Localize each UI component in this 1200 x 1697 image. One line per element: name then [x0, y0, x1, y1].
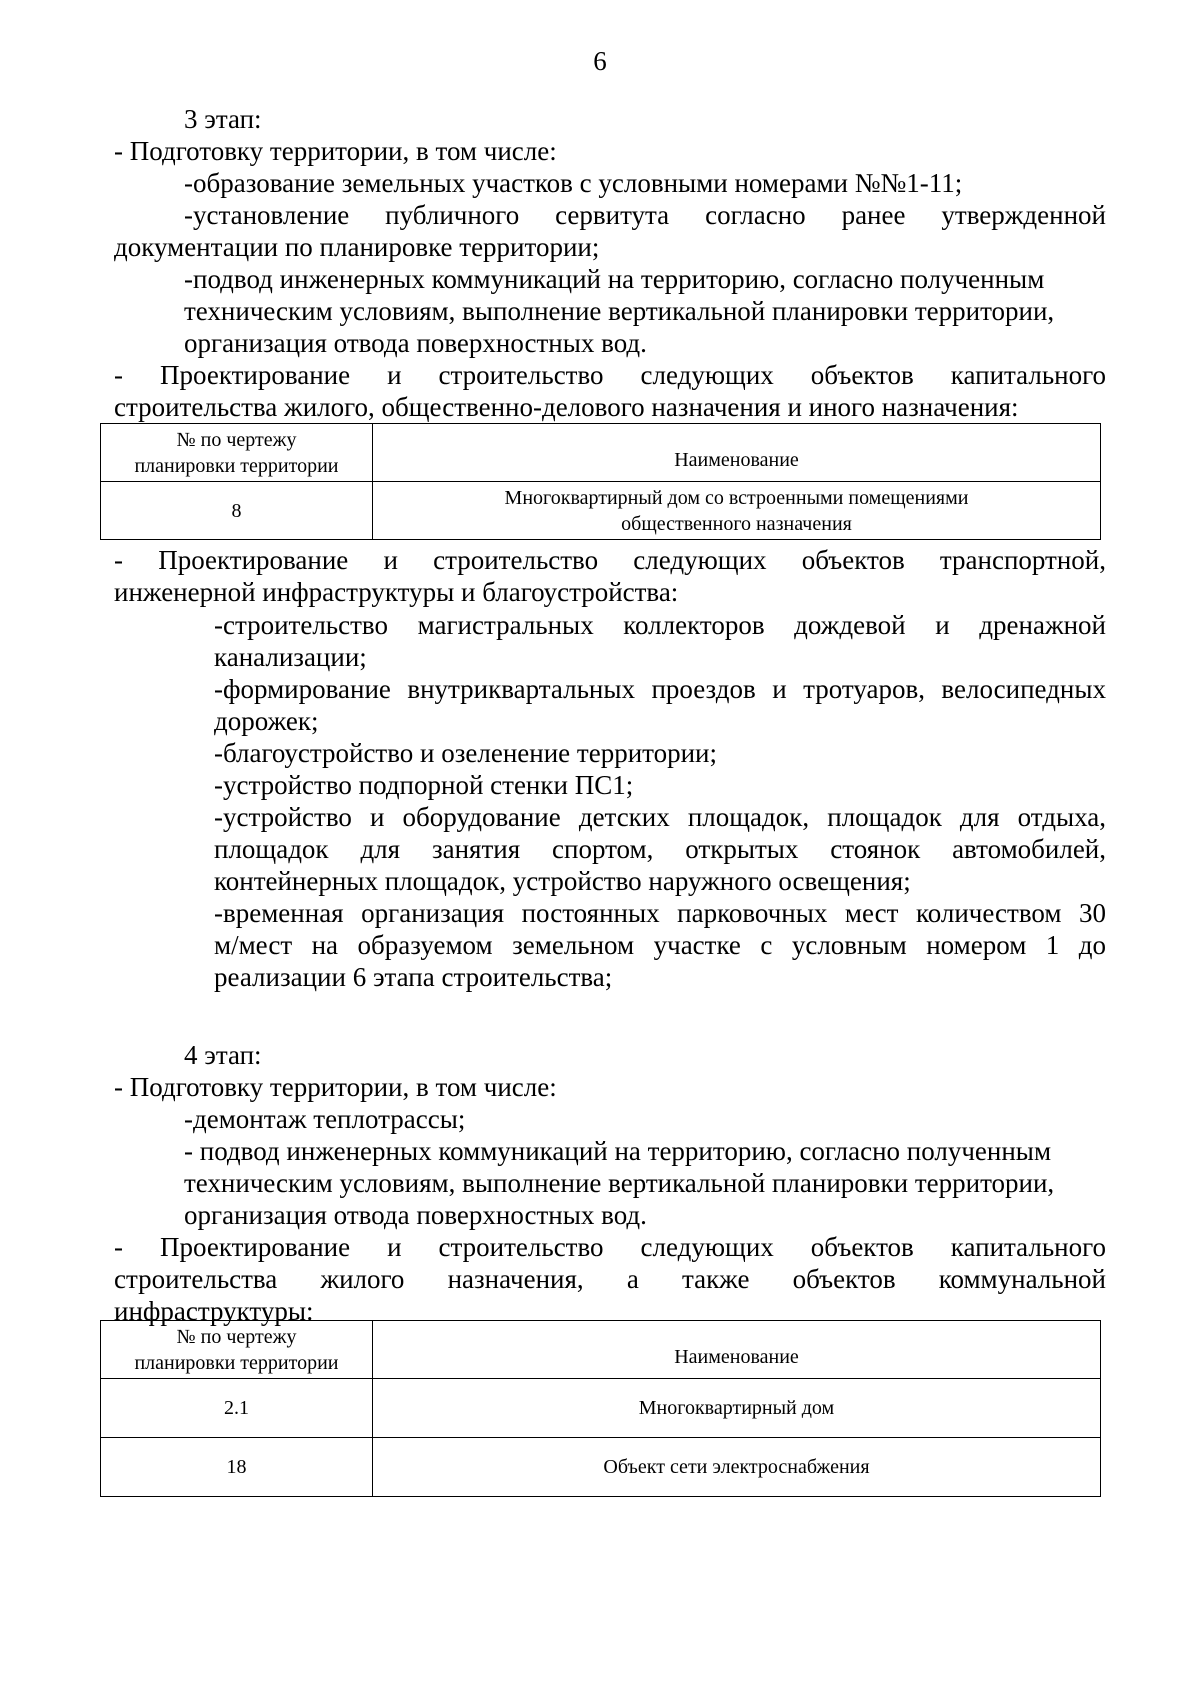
header-name: Наименование	[373, 1321, 1101, 1379]
table-header-row	[101, 424, 1101, 482]
stage3-transport-item-cont: дорожек;	[214, 706, 319, 736]
stage3-prep-item: -образование земельных участков с условными номерами №№1-11;	[184, 168, 963, 198]
stage4-title: 4 этап:	[184, 1040, 262, 1070]
cell-number: 2.1	[101, 1379, 373, 1438]
header-name: Наименование	[373, 424, 1101, 482]
stage3-prep-title: - Подготовку территории, в том числе:	[114, 136, 557, 166]
stage4-prep-title: - Подготовку территории, в том числе:	[114, 1072, 557, 1102]
stage3-transport-item: -устройство и оборудование детских площадок, площадок для отдыха,	[214, 802, 1106, 832]
stage3-transport-intro: - Проектирование и строительство следующих объектов транспортной,	[114, 545, 1106, 575]
table-row	[101, 1379, 1101, 1438]
cell-number: 18	[101, 1438, 373, 1497]
header-number: № по чертежу планировки территории	[101, 1321, 373, 1379]
cell-number: 8	[101, 482, 373, 540]
stage4-prep-item: -демонтаж теплотрассы;	[184, 1104, 466, 1134]
cell-name: Объект сети электроснабжения	[373, 1438, 1101, 1497]
stage3-prep-item: -установление публичного сервитута согласно ранее утвержденной	[184, 200, 1106, 230]
table-row	[101, 1438, 1101, 1497]
stage3-prep-item: -подвод инженерных коммуникаций на территорию, согласно полученным	[184, 264, 1045, 294]
stage4-capital-intro: - Проектирование и строительство следующих объектов капитального	[114, 1232, 1106, 1262]
stage4-prep-item-cont: техническим условиям, выполнение вертикальной планировки территории,	[184, 1168, 1055, 1198]
stage3-prep-item-cont: организация отвода поверхностных вод.	[184, 328, 647, 358]
stage3-objects-table	[100, 423, 1101, 540]
stage3-transport-intro-cont: инженерной инфраструктуры и благоустройства:	[114, 577, 679, 607]
table-header-row	[101, 1321, 1101, 1379]
stage3-transport-item-cont: реализации 6 этапа строительства;	[214, 962, 613, 992]
stage4-capital-intro-cont: строительства жилого назначения, а также объектов коммунальной	[114, 1264, 1106, 1294]
stage3-transport-item-cont: площадок для занятия спортом, открытых стоянок автомобилей,	[214, 834, 1106, 864]
stage4-prep-item-cont: организация отвода поверхностных вод.	[184, 1200, 647, 1230]
page-number: 6	[593, 46, 607, 76]
stage3-transport-item-cont: канализации;	[214, 642, 367, 672]
stage3-transport-item-cont: м/мест на образуемом земельном участке с условным номером 1 до	[214, 930, 1106, 960]
header-number: № по чертежу планировки территории	[101, 424, 373, 482]
stage3-transport-item-cont: контейнерных площадок, устройство наружного освещения;	[214, 866, 911, 896]
stage3-transport-item: -благоустройство и озеленение территории;	[214, 738, 717, 768]
stage3-prep-item-cont: техническим условиям, выполнение вертикальной планировки территории,	[184, 296, 1055, 326]
stage3-capital-intro: - Проектирование и строительство следующих объектов капитального	[114, 360, 1106, 390]
stage3-title: 3 этап:	[184, 104, 262, 134]
stage3-transport-item: -строительство магистральных коллекторов дождевой и дренажной	[214, 610, 1106, 640]
table-row	[101, 482, 1101, 540]
stage3-prep-item-cont: документации по планировке территории;	[114, 232, 600, 262]
stage3-transport-item: -временная организация постоянных парковочных мест количеством 30	[214, 898, 1106, 928]
stage3-capital-intro-cont: строительства жилого, общественно-делового назначения и иного назначения:	[114, 392, 1019, 422]
stage3-transport-item: -формирование внутриквартальных проездов и тротуаров, велосипедных	[214, 674, 1106, 704]
stage3-transport-item: -устройство подпорной стенки ПС1;	[214, 770, 634, 800]
stage4-objects-table	[100, 1320, 1101, 1497]
stage4-prep-item: - подвод инженерных коммуникаций на территорию, согласно полученным	[184, 1136, 1052, 1166]
stage4-capital-intro-cont: инфраструктуры:	[114, 1296, 314, 1326]
cell-name: Многоквартирный дом	[373, 1379, 1101, 1438]
cell-name: Многоквартирный дом со встроенными помещениями общественного назначения	[373, 482, 1101, 540]
